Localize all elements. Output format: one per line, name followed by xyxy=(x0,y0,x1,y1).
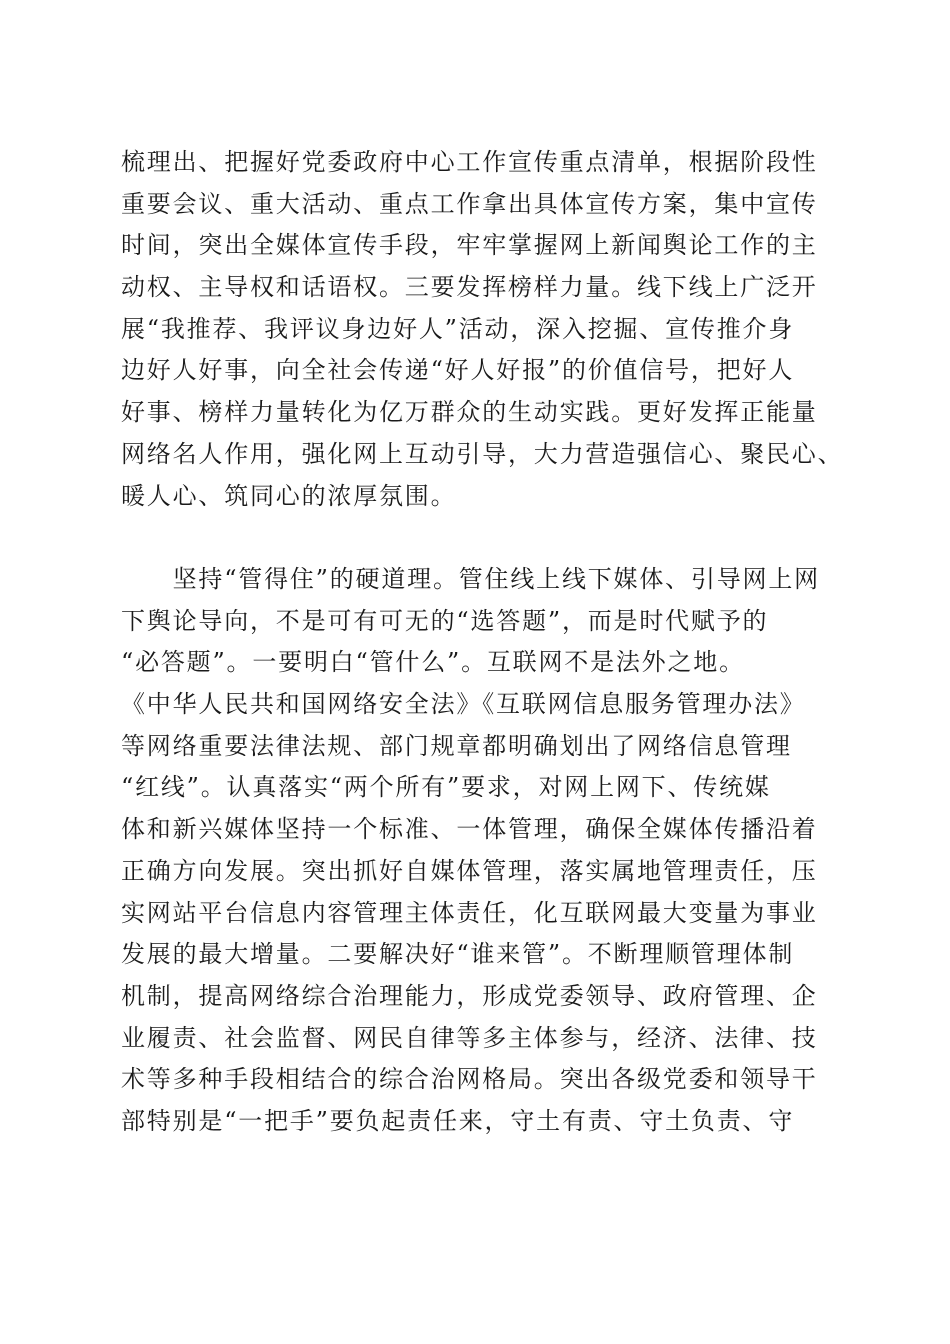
text-line: 梳理出、把握好党委政府中心工作宣传重点清单，根据阶段性 xyxy=(121,148,818,176)
text-line: 网络名人作用，强化网上互动引导，大力营造强信心、聚民心、 xyxy=(121,439,844,468)
text-line: 好事、榜样力量转化为亿万群众的生动实践。更好发挥正能量 xyxy=(121,398,818,427)
text-line: 部特别是“一把手”要负起责任来，守土有责、守土负责、守 xyxy=(121,1106,795,1135)
text-line: 《中华人民共和国网络安全法》《互联网信息服务管理办法》 xyxy=(121,690,806,719)
text-line: 坚持“管得住”的硬道理。管住线上线下媒体、引导网上网 xyxy=(121,565,820,593)
text-line: 展“我推荐、我评议身边好人”活动，深入挖掘、宣传推介身 xyxy=(121,314,795,343)
text-line: 边好人好事，向全社会传递“好人好报”的价值信号，把好人 xyxy=(121,356,795,385)
text-line: 发展的最大增量。二要解决好“谁来管”。不断理顺管理体制 xyxy=(121,940,795,969)
text-line: 时间，突出全媒体宣传手段，牢牢掌握网上新闻舆论工作的主 xyxy=(121,231,818,260)
paragraph-1 xyxy=(121,142,844,517)
text-line: 业履责、社会监督、网民自律等多主体参与，经济、法律、技 xyxy=(121,1023,818,1052)
text-line: 等网络重要法律法规、部门规章都明确划出了网络信息管理 xyxy=(121,731,792,760)
text-line: 下舆论导向，不是可有可无的“选答题”，而是时代赋予的 xyxy=(121,606,769,635)
paragraph-2 xyxy=(121,559,841,1143)
text-line: 实网站平台信息内容管理主体责任，化互联网最大变量为事业 xyxy=(121,898,818,927)
text-line: 术等多种手段相结合的综合治网格局。突出各级党委和领导干 xyxy=(121,1065,818,1094)
text-line: “必答题”。一要明白“管什么”。互联网不是法外之地。 xyxy=(121,648,745,677)
text-line: 机制，提高网络综合治理能力，形成党委领导、政府管理、企 xyxy=(121,981,818,1010)
text-line: 暖人心、筑同心的浓厚氛围。 xyxy=(121,481,457,510)
text-line: 重要会议、重大活动、重点工作拿出具体宣传方案，集中宣传 xyxy=(121,189,818,218)
text-line: “红线”。认真落实“两个所有”要求，对网上网下、传统媒 xyxy=(121,773,771,802)
text-line: 正确方向发展。突出抓好自媒体管理，落实属地管理责任，压 xyxy=(121,856,818,885)
text-line: 体和新兴媒体坚持一个标准、一体管理，确保全媒体传播沿着 xyxy=(121,815,818,844)
text-line: 动权、主导权和话语权。三要发挥榜样力量。线下线上广泛开 xyxy=(121,273,818,302)
